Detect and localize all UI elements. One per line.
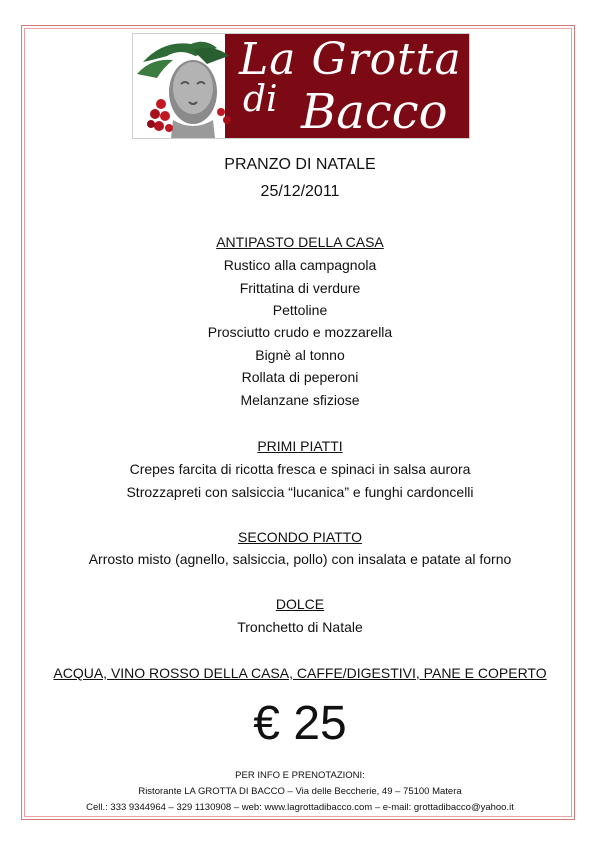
section-heading-antipasto: ANTIPASTO DELLA CASA xyxy=(216,234,384,250)
menu-item: Prosciutto crudo e mozzarella xyxy=(207,324,393,340)
included-items: ACQUA, VINO ROSSO DELLA CASA, CAFFE/DIGESTIVI, PANE E COPERTO xyxy=(53,665,547,681)
logo-text-line3: Bacco xyxy=(301,84,448,139)
section-heading-secondo: SECONDO PIATTO xyxy=(238,529,362,545)
footer-address: Ristorante LA GROTTA DI BACCO – Via delle Beccherie, 49 – 75100 Matera xyxy=(138,786,462,797)
menu-title: PRANZO DI NATALE xyxy=(224,156,376,173)
restaurant-logo xyxy=(132,33,470,139)
footer-contacts: Cell.: 333 9344964 – 329 1130908 – web: www.lagrottadibacco.com – e-mail: grottadibacco@yahoo.it xyxy=(86,802,514,813)
menu-item: Rustico alla campagnola xyxy=(223,257,377,273)
menu-item: Frittatina di verdure xyxy=(239,280,361,296)
menu-item: Strozzapreti con salsiccia “lucanica” e funghi cardoncelli xyxy=(126,484,474,500)
logo-text-line2: di xyxy=(243,79,278,120)
menu-item: Tronchetto di Natale xyxy=(237,619,363,635)
menu-item: Arrosto misto (agnello, salsiccia, pollo) con insalata e patate al forno xyxy=(88,551,512,567)
menu-price: € 25 xyxy=(253,697,347,750)
menu-item: Pettoline xyxy=(272,302,328,318)
menu-item: Melanzane sfiziose xyxy=(240,392,360,408)
menu-item: Crepes farcita di ricotta fresca e spinaci in salsa aurora xyxy=(129,461,471,477)
logo-text-line1: La Grotta xyxy=(239,34,462,85)
menu-date: 25/12/2011 xyxy=(260,183,340,200)
menu-item: Rollata di peperoni xyxy=(241,369,359,385)
section-heading-primi: PRIMI PIATTI xyxy=(257,438,343,454)
menu-item: Bignè al tonno xyxy=(255,347,345,363)
section-heading-dolce: DOLCE xyxy=(275,596,325,612)
footer-info: PER INFO E PRENOTAZIONI: xyxy=(235,770,365,781)
